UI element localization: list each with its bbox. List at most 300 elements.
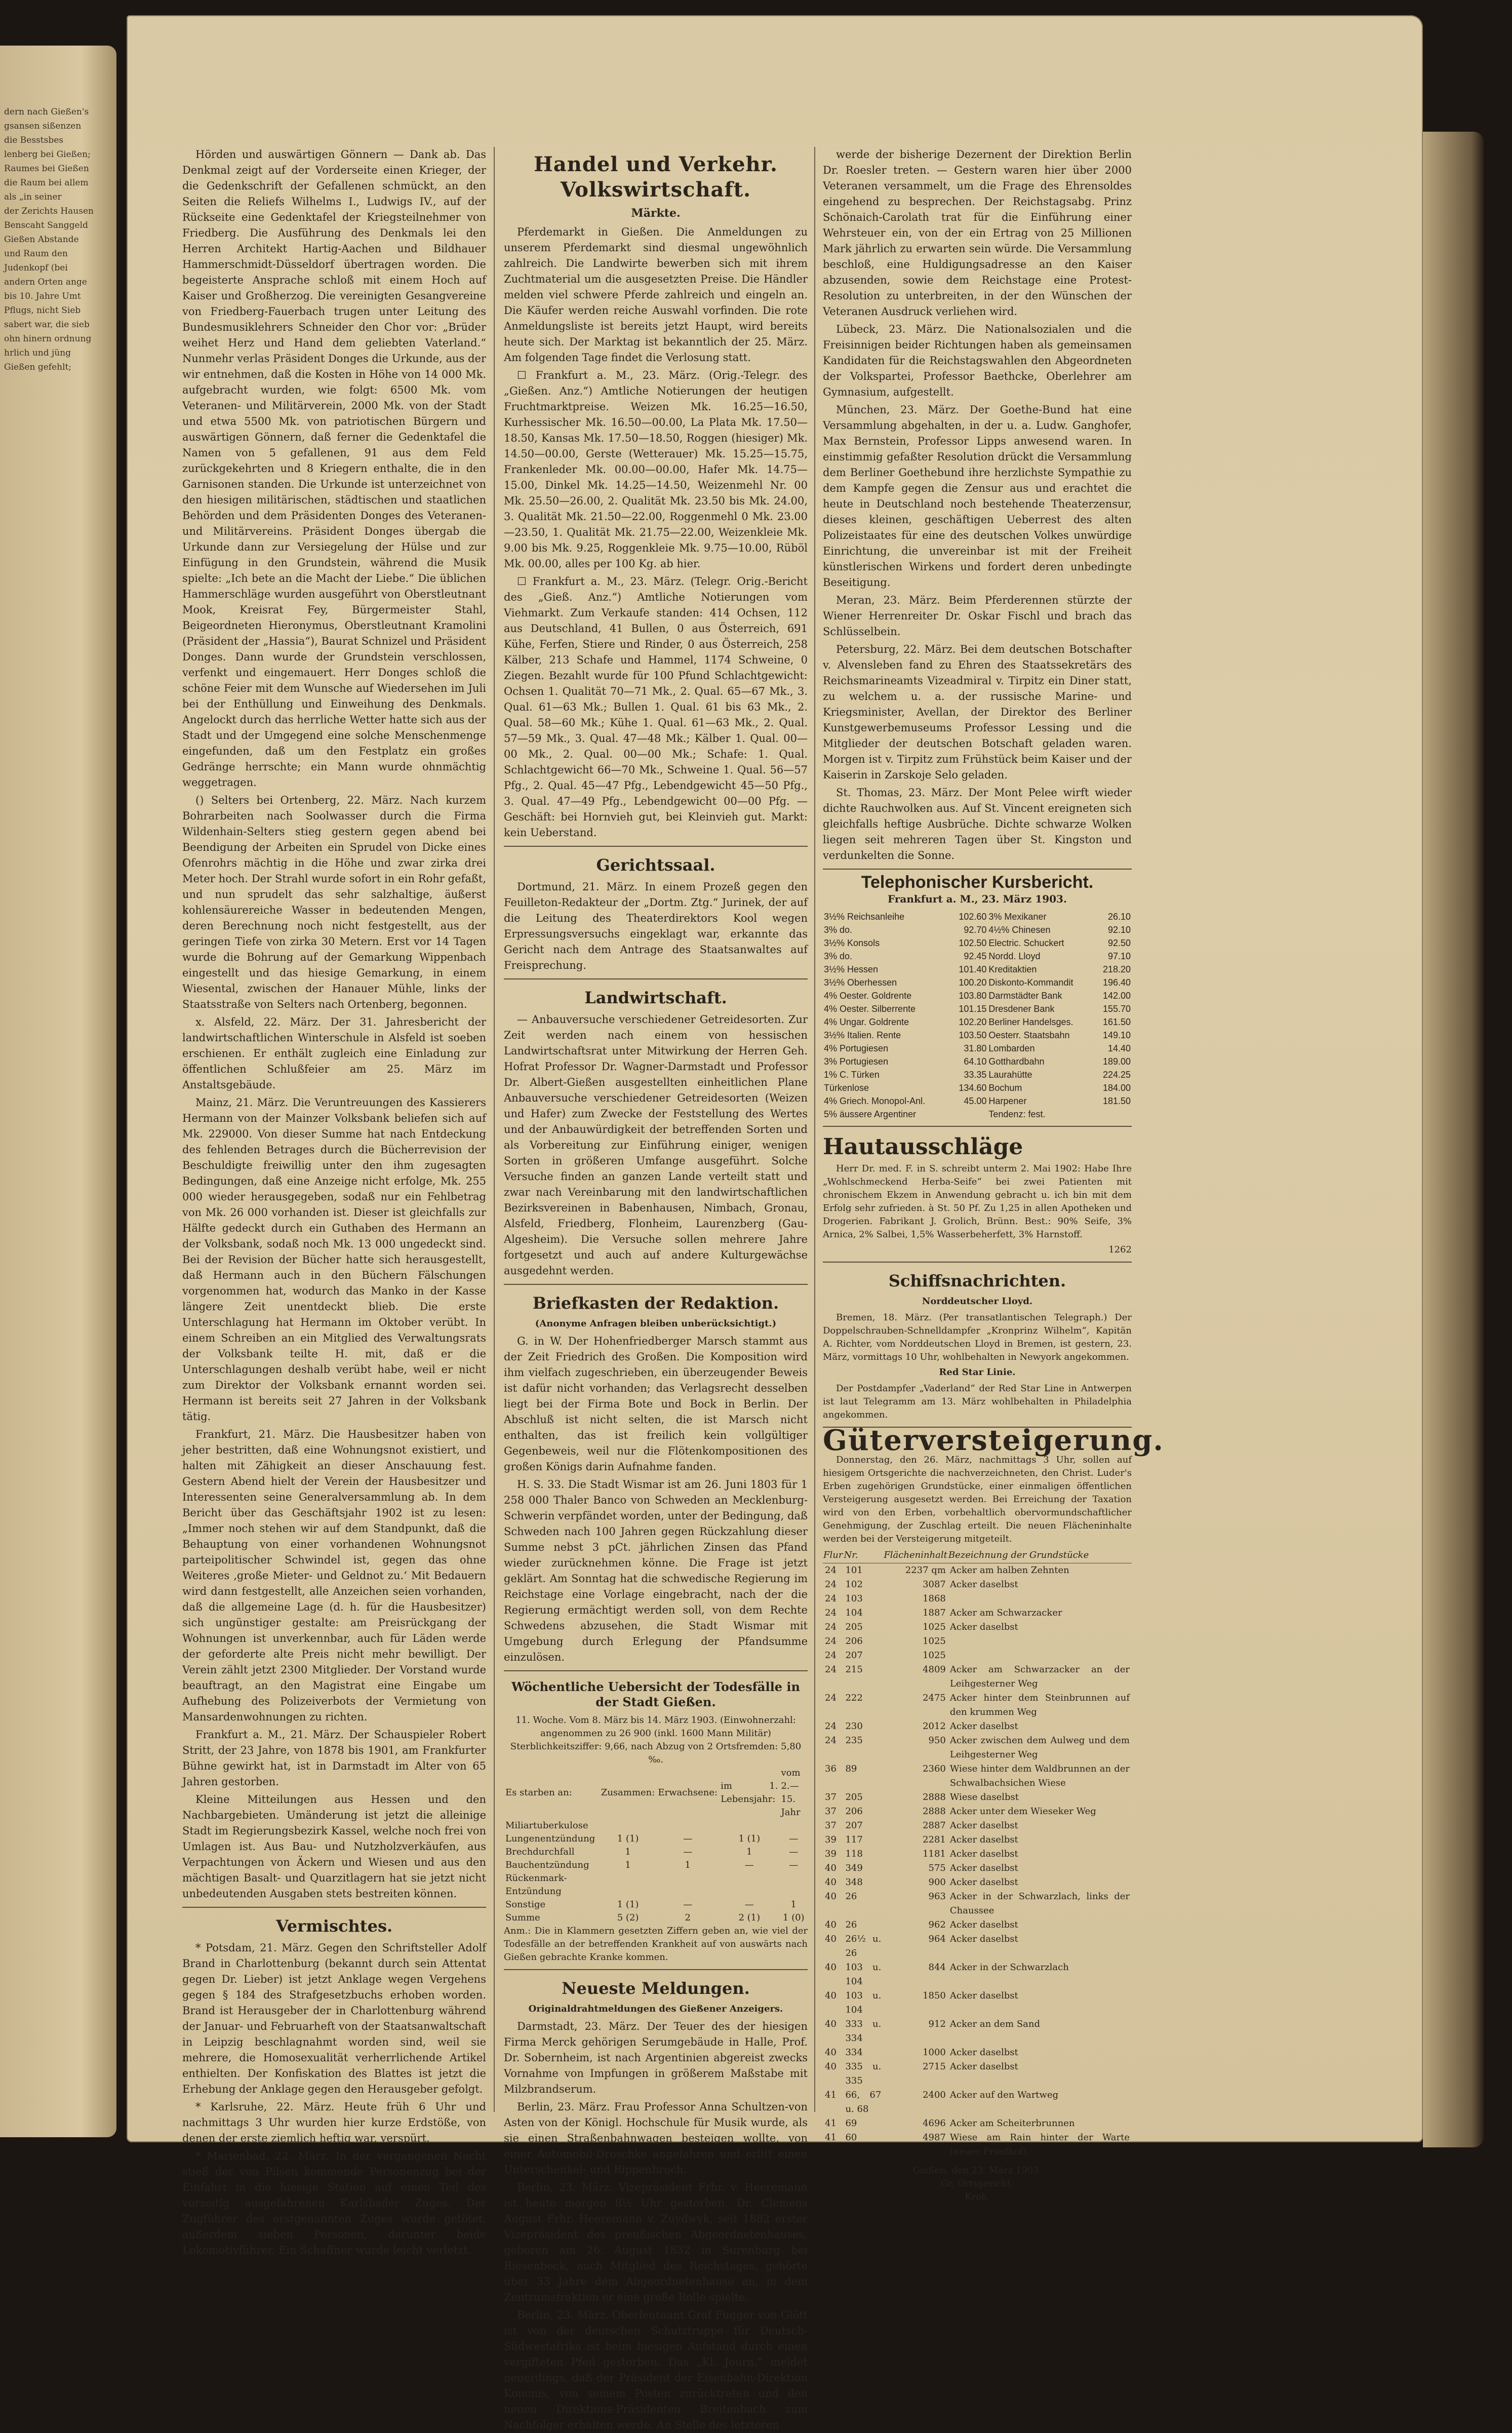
table-cell: 1 (1) xyxy=(738,1833,761,1844)
table-cell: 1887 xyxy=(923,1607,946,1618)
table-cell: 40 xyxy=(825,1877,837,1888)
table-cell xyxy=(948,1634,1132,1649)
table-cell: — xyxy=(683,1847,693,1857)
security-price: 101.40 xyxy=(959,964,987,974)
table-cell xyxy=(779,1872,808,1898)
table-cell: 26½ u. 26 xyxy=(845,1934,882,1958)
table-cell: 26 xyxy=(845,1919,857,1930)
table-header: Flächeninhalt xyxy=(883,1548,948,1563)
table-row xyxy=(823,1015,1132,1029)
kursbericht-table xyxy=(823,910,1132,1121)
table-cell: Acker daselbst xyxy=(949,1934,1018,1944)
news-paragraph: Frankfurt a. M., 21. März. Der Schauspieler Robert Stritt, der 23 Jahre, von 1878 bis 1901, am Frankfurter Bühne gewirkt hat, ist in Darmstadt im Alter von 65 Jahren gestorben. xyxy=(182,1729,486,1788)
table-cell: 103 u. 104 xyxy=(845,1962,882,1987)
security-price: 26.10 xyxy=(1107,912,1131,922)
table-header: Es starben an: xyxy=(505,1787,572,1798)
gueterversteigerung-text: Donnerstag, den 26. März, nachmittags 3 Uhr, sollen auf hiesigem Ortsgerichte die nachverzeichneten, den Christ. Luder's Erben zugehörigen Grundstücke, einer einmaligen öffentlichen Versteigerung ausgesetzt werden. Bei Erreichung der Taxation wird von den Erben, vorbehaltlich obervormundschaftlicher Genehmigung, der Zuschlag erteilt. Die neuen Flächeninhalte werden bei der Versteigerung mitgeteilt. xyxy=(823,1455,1132,1544)
table-cell: 24 xyxy=(825,1721,837,1732)
table-cell: 103 u. 104 xyxy=(845,1990,882,2015)
table-cell: Acker daselbst xyxy=(949,2061,1018,2072)
table-cell: — xyxy=(744,1860,754,1870)
security-name: Kreditaktien xyxy=(988,964,1037,974)
table-cell: 1 xyxy=(625,1860,631,1870)
table-cell: 349 xyxy=(845,1863,863,1873)
security-name: Gotthardbahn xyxy=(988,1056,1045,1067)
left-page-line: ohn hinern ordnung xyxy=(4,334,92,344)
table-row xyxy=(823,2017,1132,2046)
vermischtes-section xyxy=(182,1940,486,2258)
table-cell: 912 xyxy=(928,2019,946,2029)
security-name: 3% do. xyxy=(824,951,853,961)
table-row xyxy=(823,2116,1132,2131)
table-cell: 24 xyxy=(825,1579,837,1590)
table-cell: Wiese am Rain hinter der Warte (neuer Friedhof). xyxy=(949,2132,1130,2157)
table-row xyxy=(823,1719,1132,1734)
section-divider xyxy=(823,869,1132,870)
security-name: 3½% Reichsanleihe xyxy=(824,912,905,922)
table-cell xyxy=(656,1872,719,1898)
security-price: 14.40 xyxy=(1107,1043,1131,1053)
vermischtes-paragraph: * Marienbad, 22. März. In der vergangenen Nacht stieß der von Pilsen kommende Personenzug bei der Einfahrt in die hiesige Station auf einen Teil des vorzeitig ausgefahrenen Karlsbader Zuges. Der Zugführer des erstgenannten Zuges wurde getötet, außerdem sieben Personen, darunter beide Lokomotivführer. Ein Schaffner wurde leicht verletzt. xyxy=(182,2150,486,2256)
table-cell: Acker daselbst xyxy=(949,1863,1018,1873)
column-2 xyxy=(504,147,808,2431)
table-cell xyxy=(948,1592,1132,1606)
table-cell: 1025 xyxy=(923,1650,946,1661)
table-cell: 2888 xyxy=(923,1792,946,1802)
hautausschlaege-text: Herr Dr. med. F. in S. schreibt unterm 2. Mai 1902: Habe Ihre „Wohlschmeckend Herba-Seife“ bei zwei Patienten mit chronischem Ekzem in Anwendung gebracht u. ich bin mit dem Erfolg sehr zufrieden. à St. 50 Pf. Zu 1,25 in allen Apotheken und Drogerien. Fabrikant J. Grolich, Brünn. Best.: 90% Seife, 3% Arnica, 2% Salbei, 1,5% Wasserbeherfett, 3% Harnstoff. xyxy=(823,1163,1132,1240)
red-star-subheading: Red Star Linie. xyxy=(939,1367,1016,1378)
table-cell: 2475 xyxy=(923,1693,946,1703)
security-name: Dresdener Bank xyxy=(988,1004,1055,1014)
security-price: 45.00 xyxy=(964,1096,987,1106)
left-page-line: lenberg bei Gießen; xyxy=(4,149,91,160)
left-page-line: Gießen gefehlt; xyxy=(4,362,72,372)
maerkte-subheading: Märkte. xyxy=(631,207,681,220)
neueste-section xyxy=(504,2019,808,2433)
column-rule xyxy=(814,147,815,2112)
security-price: 103.80 xyxy=(959,991,987,1001)
table-cell: 4809 xyxy=(923,1664,946,1675)
table-row xyxy=(823,1989,1132,2017)
table-cell: 41 xyxy=(825,2132,837,2143)
table-cell: 205 xyxy=(845,1622,863,1632)
table-cell: 26 xyxy=(845,1891,857,1902)
table-row xyxy=(823,1068,1132,1081)
left-page-text xyxy=(4,106,105,376)
gueterversteigerung-heading: Güterversteigerung. xyxy=(823,1424,1164,1457)
table-cell: 235 xyxy=(845,1735,863,1746)
security-price: 134.60 xyxy=(959,1083,987,1093)
table-cell: Wiese daselbst xyxy=(949,1792,1019,1802)
schiffsnachrichten-text: Bremen, 18. März. (Per transatlantischen Telegraph.) Der Doppelschrauben-Schnelldampfer „Kronprinz Wilhelm“, Kapitän A. Richter, vom Norddeutschen Lloyd in Bremen, ist gestern, 23. März, vormittags 10 Uhr, wohlbehalten in Newyork angekommen. xyxy=(823,1312,1132,1362)
table-cell: 102 xyxy=(845,1579,863,1590)
security-price: 92.10 xyxy=(1107,925,1131,935)
security-price: 224.25 xyxy=(1102,1070,1131,1080)
table-cell: 39 xyxy=(825,1834,837,1845)
gueter-signature: Gr. Ortsgericht. xyxy=(941,2178,1014,2189)
security-name: 3½% Italien. Rente xyxy=(824,1030,901,1040)
table-cell xyxy=(719,1819,779,1832)
table-row xyxy=(823,923,1132,936)
table-cell: 1 xyxy=(625,1847,631,1857)
security-name: 3½% Konsols xyxy=(824,938,880,948)
grundstuecke-table xyxy=(823,1548,1132,2159)
table-row xyxy=(823,936,1132,950)
left-page-line: Gießen Abstande xyxy=(4,234,79,245)
table-row xyxy=(823,1592,1132,1606)
table-header: Nr. xyxy=(843,1548,883,1563)
red-star-text: Der Postdampfer „Vaderland“ der Red Star Line in Antwerpen ist laut Telegramm am 13. März wohlbehalten in Philadelphia angekommen. xyxy=(823,1383,1132,1420)
section-divider xyxy=(823,1262,1132,1263)
table-cell: 24 xyxy=(825,1565,837,1576)
table-cell: 40 xyxy=(825,2047,837,2058)
security-name: 4% Griech. Monopol-Anl. xyxy=(824,1096,926,1106)
table-cell: 40 xyxy=(825,1990,837,2001)
table-cell: 844 xyxy=(928,1962,946,1973)
table-cell: 1 xyxy=(685,1860,691,1870)
table-row xyxy=(823,1620,1132,1634)
table-header: vom 2.—15. Jahr xyxy=(781,1768,801,1818)
news-paragraph: St. Thomas, 23. März. Der Mont Pelee wirft wieder dichte Rauchwolken aus. Auf St. Vincent ereigneten sich gleichfalls heftige Ausbrüche. Dichte schwarze Wolken liegen seit mehreren Tagen über St. Kingston und verdunkelten die Sonne. xyxy=(823,787,1132,861)
table-cell: 2887 xyxy=(923,1820,946,1831)
hautausschlaege-title: Hautausschläge xyxy=(823,1134,1023,1160)
table-row xyxy=(823,1890,1132,1918)
table-cell xyxy=(779,1819,808,1832)
table-cell: — xyxy=(789,1847,799,1857)
security-price: 92.70 xyxy=(964,925,987,935)
gueter-signature-name: Krok. xyxy=(965,2191,990,2202)
table-cell: 2400 xyxy=(923,2090,946,2100)
table-cell: 962 xyxy=(928,1919,946,1930)
landwirtschaft-text: — Anbauversuche verschiedener Getreidesorten. Zur Zeit werden nach einem von hessischen Landwirtschaftsrat unter Mitwirkung der Herren Geh. Hofrat Professor Dr. Wagner-Darmstadt und Professor Dr. Albert-Gießen ausgestellten einheitlichen Plane Anbauversuche verschiedener Getreidesorten (Weizen und Hafer) zum Zwecke der Feststellung des Wertes und der Anbauwürdigkeit der betreffenden Sorten und als Vorbereitung zur Einführung einiger, wenigen Sorten in größeren Umfange ausgeführt. Solche Versuche finden an ganzen Lande verteilt statt und zwar nach Vereinbarung mit den landwirtschaftlichen Bezirksvereinen in Babenhausen, Nimbach, Gronau, Alsfeld, Friedberg, Flonheim, Laurenzberg (Gau-Algesheim). Die Versuche sollen mehrere Jahre fortgesetzt und auch auf andere Kulturgewächse ausgedehnt werden. xyxy=(504,1013,808,1277)
table-cell: 1181 xyxy=(923,1849,946,1859)
kursbericht-subheading: Frankfurt a. M., 23. März 1903. xyxy=(888,893,1067,905)
news-paragraph: Meran, 23. März. Beim Pferderennen stürzte der Wiener Herrenreiter Dr. Oskar Fischl und brach das Schlüsselbein. xyxy=(823,594,1132,638)
table-cell: 104 xyxy=(845,1607,863,1618)
security-price: 100.20 xyxy=(959,977,987,988)
table-cell: 69 xyxy=(845,2118,857,2129)
news-paragraph: Mainz, 21. März. Die Veruntreuungen des Kassierers Hermann von der Mainzer Volksbank beliefen sich auf Mk. 229000. Von dieser Summe hat nach Entdeckung des fehlenden Betrages durch die Bücherrevision der Beschuldigte freiwillig unter den ihm zugesagten Bedingungen, daß eine Anzeige nicht erfolge, Mk. 255 000 wieder herausgegeben, sodaß nur ein Fehlbetrag von Mk. 26 000 vorhanden ist. Dieser ist gleichfalls zur Hälfte gedeckt durch ein Guthaben des Hermann an der Volksbank, sodaß noch Mk. 13 000 ungedeckt sind. Bei der Revision der Bücher hatte sich herausgestellt, daß Hermann auch in den Büchern Fälschungen vorgenommen hat, wodurch das Manko in der Kasse längere Zeit unentdeckt blieb. Die erste Unterschlagung hat Hermann im Oktober verübt. In einem Schreiben an ein Mitglied des Verwaltungsrats der Volksbank teilte H. mit, daß er die Unterschlagungen deshalb verübt habe, weil er nicht zum Direktor der Volksbank ernannt worden sei. Hermann ist bereits seit 27 Jahren in der Volksbank tätig. xyxy=(182,1096,486,1423)
news-paragraph: Hörden und auswärtigen Gönnern — Dank ab. Das Denkmal zeigt auf der Vorderseite einen Krieger, der die Gedenkschrift der Gefallenen schmückt, an den Seiten die Reliefs Wilhelms I., Ludwigs IV., auf der Rückseite eine Gedenktafel der Kriegsteilnehmer von Friedberg. Die Ausführung des Denkmals lei den Herren Architekt Hartig-Aachen und Bildhauer Hammerschmidt-Düsseldorf übertragen worden. Die begeisterte Ansprache schloß mit einem Hoch auf Kaiser und Großherzog. Die vereinigten Gesangvereine von Friedberg-Fauerbach trugen unter Leitung des Bundesmusiklehrers Schneider den Chor vor: „Brüder weihet Herz und Hand dem geliebten Vaterland.“ Nunmehr verlas Präsident Donges die Urkunde, aus der wir entnehmen, daß die Kosten in Höhe von 14 000 Mk. aufgebracht wurden, wie folgt: 6500 Mk. vom Veteranen- und Militärverein, 2000 Mk. von der Stadt und etwa 5500 Mk. von patriotischen Bürgern und auswärtigen Gönnern, daß ferner die Gedenktafel die Namen von 5 gefallenen, 91 aus dem Feld zurückgekehrten und 8 Kriegern enthalte, die in den Garnisonen standen. Die Urkunde ist unterzeichnet von den hiesigen militärischen, städtischen und staatlichen Behörden und dem Präsidenten Donges des Veteranen- und Militärvereins. Präsident Donges übergab die Urkunde dann zur Versiegelung der Hülse und zur Einfügung in den Grundstein, während die Musik spielte: „Ich bete an die Macht der Liebe.“ Die üblichen Hammerschläge wurden ausgeführt von Oberstleutnant Mook, Kreisrat Fey, Bürgermeister Stahl, Beigeordneten Hieronymus, Oberstleutnant Kramolini (Präsident der „Hassia“), Baurat Schnizel und Präsident Donges. Dann wurde der Grundstein verschlossen, verfenkt und eingemauert. Herr Donges schloß die schöne Feier mit dem Wunsche auf Wiedersehen im Juli bei der Enthüllung und Einweihung des Denkmals. Angelockt durch das herrliche Wetter hatte sich aus der Stadt und der Umgegend eine solche Menschenmenge eingefunden, daß um den Festplatz ein großes Gedränge herrschte; ein Mann wurde ohnmächtig weggetragen. xyxy=(182,148,486,789)
security-price: 33.35 xyxy=(964,1070,987,1080)
security-price: 64.10 xyxy=(964,1056,987,1067)
table-row xyxy=(823,1634,1132,1649)
section-divider xyxy=(504,846,808,847)
table-cell: Miliartuberkulose xyxy=(505,1820,588,1831)
table-row xyxy=(823,2088,1132,2116)
neueste-paragraph: Darmstadt, 23. März. Der Teuer des der hiesigen Firma Merck gehörigen Serumgebäude in Halle, Prof. Dr. Sobernheim, ist nach Argentinien abgereist zwecks Vornahme von Impfungen in größerem Maßstabe mit Milzbrandserum. xyxy=(504,2020,808,2095)
left-page-line: bis 10. Jahre Umt xyxy=(4,291,81,301)
table-cell: 24 xyxy=(825,1693,837,1703)
table-cell: 1025 xyxy=(923,1622,946,1632)
table-row xyxy=(823,1108,1132,1121)
table-row xyxy=(823,1094,1132,1108)
table-row xyxy=(823,1081,1132,1094)
column-rule xyxy=(494,147,495,2112)
table-cell: 206 xyxy=(845,1806,863,1817)
table-cell: 205 xyxy=(845,1792,863,1802)
security-price: 92.45 xyxy=(964,951,987,961)
table-row xyxy=(823,1563,1132,1578)
security-price: 102.60 xyxy=(959,912,987,922)
table-row xyxy=(823,963,1132,976)
table-row xyxy=(823,1578,1132,1592)
security-name: 4% Oester. Silberrente xyxy=(824,1004,916,1014)
table-row xyxy=(504,1832,808,1846)
news-paragraph: Frankfurt, 21. März. Die Hausbesitzer haben von jeher bestritten, daß eine Wohnungsnot existiert, und halten mit Zähigkeit an dieser Anschauung fest. Gestern Abend hielt der Verein der Hausbesitzer und Interessenten seine Generalversammlung ab. In dem Bericht über das Geschäftsjahr 1902 ist zu lesen: „Immer noch stehen wir auf dem Standpunkt, daß die Behauptung von einer vorhandenen Wohnungsnot parteipolitischer Schwindel ist, gegen das ohne Weiteres ‚große Mieter- und Geldnot zu.‘ Mit Bedauern wird dann festgestellt, alle Anzeichen seien vorhanden, daß die allgemeine Lage (d. h. für die Hausbesitzer) sich ungünstiger gestalte: am Preisrückgang der Wohnungen ist unverkennbar, auch für Läden werde der geforderte alte Preis nicht mehr bewilligt. Der Verein zählt jetzt 2300 Mitglieder. Der Vorstand wurde beauftragt, an den Magistrat eine Eingabe um Aufhebung des Polizeiverbots der Vermietung von Mansardenwohnungen zu richten. xyxy=(182,1428,486,1723)
table-cell: — xyxy=(683,1833,693,1844)
neueste-paragraph: Berlin, 23. März. Vizepräsident Frhr. v. Heeremann ist heute morgen 8½ Uhr gestorben. Dr. Clemens August Frhr. Heeremann v. Zuydwyk, seit 1882 erster Vizepräsident des preußischen Abgeordnetenhauses, geboren am 26. August 1832 in Surenburg bei Riesenbeck, auch Mitglied des Reichstages, gehörte über 33 Jahre dem Abgeordnetenhause an, in dem Zentrumsfraktion er eine große Rolle spielte. xyxy=(504,2181,808,2303)
table-cell: 335 u. 335 xyxy=(845,2061,882,2086)
security-name: Darmstädter Bank xyxy=(988,991,1062,1001)
table-cell: Acker daselbst xyxy=(949,1849,1018,1859)
table-cell: Sonstige xyxy=(505,1899,546,1910)
table-cell: — xyxy=(744,1899,754,1910)
security-name: 4½% Chinesen xyxy=(988,925,1051,935)
lloyd-subheading: Norddeutscher Lloyd. xyxy=(922,1296,1033,1307)
table-row xyxy=(823,1734,1132,1762)
security-price: 31.80 xyxy=(964,1043,987,1053)
table-cell: Acker daselbst xyxy=(949,1579,1018,1590)
table-cell: 334 xyxy=(845,2047,863,2058)
table-cell: 5 (2) xyxy=(617,1912,639,1923)
security-name: Tendenz: fest. xyxy=(988,1109,1046,1119)
todesfaelle-table xyxy=(504,1767,808,1925)
table-row xyxy=(823,1847,1132,1861)
table-row xyxy=(823,1804,1132,1819)
table-row xyxy=(504,1898,808,1911)
security-name: Nordd. Lloyd xyxy=(988,951,1041,961)
news-paragraph: werde der bisherige Dezernent der Direktion Berlin Dr. Roesler treten. — Gestern waren hier über 2000 Veteranen versammelt, um die Frage des Ehrensoldes eingehend zu besprechen. Der Reichstagsabg. Prinz Schönaich-Carolath trat für die Einführung einer Wehrsteuer ein, von der ein Ertrag von 25 Millionen Mark jährlich zu erwarten sein würde. Die Versammlung beschloß, eine Huldigungsadresse an den Kaiser abzusenden, sowie dem Reichstage eine Protest-Resolution zu unterbreiten, in der den Wünschen der Veteranen Ausdruck verliehen wird. xyxy=(823,148,1132,318)
table-row xyxy=(823,1762,1132,1790)
security-name: Türkenlose xyxy=(824,1083,869,1093)
left-page-line: Raumes bei Gießen xyxy=(4,164,89,174)
table-cell: Summe xyxy=(505,1912,540,1923)
security-name: Berliner Handelsges. xyxy=(988,1017,1073,1027)
table-cell: 40 xyxy=(825,1934,837,1944)
table-row xyxy=(823,2046,1132,2060)
security-name: 4% Ungar. Goldrente xyxy=(824,1017,909,1027)
table-cell: 1 (1) xyxy=(617,1899,639,1910)
table-cell: 4696 xyxy=(923,2118,946,2129)
table-cell: 37 xyxy=(825,1806,837,1817)
table-cell: Acker zwischen dem Aulweg und dem Leihgesterner Weg xyxy=(949,1735,1130,1760)
table-cell: 117 xyxy=(845,1834,863,1845)
table-cell: 24 xyxy=(825,1650,837,1661)
security-name: 3½% Oberhessen xyxy=(824,977,897,988)
gerichtssaal-heading: Gerichtssaal. xyxy=(596,855,715,875)
table-cell: 40 xyxy=(825,1891,837,1902)
table-row xyxy=(823,2060,1132,2088)
neueste-heading: Neueste Meldungen. xyxy=(562,1979,750,1998)
gerichtssaal-text: Dortmund, 21. März. In einem Prozeß gegen den Feuilleton-Redakteur der „Dortm. Ztg.“ Jurinek, der auf die Leitung des Theaterdirektors Kool wegen Erpressungsversuchs eingeklagt war, erkannte das Gericht nach dem Antrage des Staatsanwaltes auf Freisprechung. xyxy=(504,881,808,971)
table-cell: 207 xyxy=(845,1650,863,1661)
table-cell: 41 xyxy=(825,2090,837,2100)
left-page-line: Benscaht Sanggeld xyxy=(4,220,88,230)
table-cell: 2715 xyxy=(923,2061,946,2072)
table-header: Zusammen: xyxy=(601,1787,655,1798)
table-cell: Lungenentzündung xyxy=(505,1833,595,1844)
table-cell: 41 xyxy=(825,2118,837,2129)
table-row xyxy=(823,976,1132,989)
ad-number: 1262 xyxy=(1108,1244,1132,1255)
left-page-line: Judenkopf (bei xyxy=(4,263,68,273)
table-cell: 40 xyxy=(825,1919,837,1930)
table-cell: 118 xyxy=(845,1849,863,1859)
table-row xyxy=(823,1833,1132,1847)
security-name: Oesterr. Staatsbahn xyxy=(988,1030,1070,1040)
newspaper-page xyxy=(127,15,1423,2431)
security-price: 161.50 xyxy=(1102,1017,1131,1027)
table-cell: Acker unter dem Wieseker Weg xyxy=(949,1806,1096,1817)
security-price: 102.20 xyxy=(959,1017,987,1027)
table-cell: 2 xyxy=(685,1912,691,1923)
table-row xyxy=(823,1055,1132,1068)
left-page-line: und Raum den xyxy=(4,249,68,259)
table-cell: Acker daselbst xyxy=(949,1877,1018,1888)
briefkasten-heading: Briefkasten der Redaktion. xyxy=(532,1293,779,1313)
table-cell: 3087 xyxy=(923,1579,946,1590)
news-continuation xyxy=(823,147,1132,864)
security-name: 3% Mexikaner xyxy=(988,912,1047,922)
briefkasten-paragraph: G. in W. Der Hohenfriedberger Marsch stammt aus der Zeit Friedrich des Großen. Die Komposition wird ihm vielfach zugeschrieben, ein überzeugender Beweis ist dafür nicht vorhanden; das Verlagsrecht desselben liegt bei der Firma Bote und Bock in Berlin. Der Abschluß ist nicht selten, die ist Marsch nicht enthalten, das ist freilich kein vollgültiger Gegenbeweis, weil nur die Flötenkompositionen des großen Königs darin Aufnahme fanden. xyxy=(504,1335,808,1473)
table-cell: Acker daselbst xyxy=(949,1919,1018,1930)
left-page-line: sabert war, die sieb xyxy=(4,320,90,330)
table-row xyxy=(504,1859,808,1872)
schiffsnachrichten-heading: Schiffsnachrichten. xyxy=(888,1271,1066,1290)
left-page-line: dern nach Gießen's xyxy=(4,107,89,117)
table-cell: Bauchentzündung xyxy=(505,1860,589,1870)
vermischtes-heading: Vermischtes. xyxy=(275,1916,393,1936)
table-cell xyxy=(600,1819,657,1832)
section-divider xyxy=(504,1670,808,1671)
table-cell: 1025 xyxy=(923,1636,946,1646)
table-row xyxy=(823,1649,1132,1663)
table-cell: 24 xyxy=(825,1636,837,1646)
table-cell: 963 xyxy=(928,1891,946,1902)
table-header: Bezeichnung der Grundstücke xyxy=(948,1548,1132,1563)
security-name: Lombarden xyxy=(988,1043,1035,1053)
table-cell: Brechdurchfall xyxy=(505,1847,575,1857)
news-paragraph: () Selters bei Ortenberg, 22. März. Nach kurzem Bohrarbeiten nach Soolwasser durch die Firma Wildenhain-Selters stieg gestern gegen abend bei Beendigung der Arbeiten ein Sprudel von Dicke eines Ofenrohrs mächtig in die Höhe und zwar zirka drei Meter hoch. Der Strahl wurde sofort in ein Rohr gefaßt, und nun sprudelt das sehr salzhaltige, äußerst kohlensäurereiche Wasser in bedeutenden Mengen, deren Berechnung noch nicht festgestellt, aus der geringen Tiefe von zirka 30 Metern. Erst vor 14 Tagen wurde die Bohrung auf der Gemarkung Wippenbach eingestellt und das hiesige Gemarkung, in einem Wiesental, zwischen der Hanauer Mühle, links der Staatsstraße von Selters nach Ortenberg, begonnen. xyxy=(182,794,486,1010)
news-paragraph: Lübeck, 23. März. Die Nationalsozialen und die Freisinnigen beider Richtungen haben als gemeinsamen Kandidaten für die Reichstagswahlen den Abgeordneten der Volkspartei, Professor Baethcke, Oberlehrer am Gymnasium, aufgestellt. xyxy=(823,323,1132,398)
table-cell: 2 (1) xyxy=(738,1912,761,1923)
security-price xyxy=(950,1108,987,1121)
table-row xyxy=(823,989,1132,1002)
table-cell: 4987 xyxy=(923,2132,946,2143)
table-cell: 40 xyxy=(825,2061,837,2072)
table-row xyxy=(823,950,1132,963)
security-price: 102.50 xyxy=(959,938,987,948)
security-name: Harpener xyxy=(988,1096,1027,1106)
left-page-edge xyxy=(0,46,116,2137)
security-price: 184.00 xyxy=(1102,1083,1131,1093)
left-page-line: hrlich und jüng xyxy=(4,348,71,358)
table-cell: 24 xyxy=(825,1664,837,1675)
table-cell: 40 xyxy=(825,1863,837,1873)
table-cell: 24 xyxy=(825,1607,837,1618)
news-paragraph: München, 23. März. Der Goethe-Bund hat eine Versammlung abgehalten, in der u. a. Ludw. Ganghofer, Max Bernstein, Professor Lipps anwesend waren. In einstimmig gefaßter Resolution drückt die Versammlung dem Berliner Goethebund ihre herzlichste Sympathie zu dem Kampfe gegen die Zensur aus und erachtet die heute in Deutschland noch bestehende Theaterzensur, dieses kleinen, geschäftigen Ueberrest des alten Polizeistaates für eine des deutschen Volkes unwürdige Einrichtung, die unvereinbar ist mit der Freiheit künstlerischen Wirkens und fordert deren unbedingte Beseitigung. xyxy=(823,404,1132,588)
security-price: 103.50 xyxy=(959,1030,987,1040)
security-price: 92.50 xyxy=(1107,938,1131,948)
table-cell: 2888 xyxy=(923,1806,946,1817)
table-row xyxy=(823,1002,1132,1015)
table-row xyxy=(823,1042,1132,1055)
security-name: 3% Portugiesen xyxy=(824,1056,889,1067)
table-cell: 1 (1) xyxy=(617,1833,639,1844)
table-cell: 1000 xyxy=(923,2047,946,2058)
security-price: 97.10 xyxy=(1107,951,1131,961)
table-header: Flur xyxy=(823,1548,843,1563)
left-page-line: als „in seiner xyxy=(4,192,62,202)
maerkte-paragraph: ☐ Frankfurt a. M., 23. März. (Telegr. Orig.-Bericht des „Gieß. Anz.“) Amtliche Notierungen vom Viehmarkt. Zum Verkaufe standen: 414 Ochsen, 112 aus Deutschland, 41 Bullen, 0 aus Österreich, 691 Kühe, Ferfen, Stiere und Rinder, 0 aus Österreich, 258 Kälber, 213 Schafe und Hammel, 1174 Schweine, 0 Ziegen. Bezahlt wurde für 100 Pfund Schlachtgewicht: Ochsen 1. Qualität 70—71 Mk., 2. Qual. 65—67 Mk., 3. Qual. 61—63 Mk.; Bullen 1. Qual. 61 bis 63 Mk., 2. Qual. 58—60 Mk.; Kühe 1. Qual. 61—63 Mk., 2. Qual. 57—59 Mk., 3. Qual. 47—48 Mk.; Kälber 1. Qual. 00—00 Mk., 2. Qual. 00—00 Mk.; Schafe: 1. Qual. Schlachtgewicht 66—70 Mk., Schweine 1. Qual. 56—57 Pfg., 2. Qual. 45—47 Pfg., Lebendgewicht 45—50 Pfg., 3. Qual. 47—49 Pfg., Lebendgewicht 00—00 Pfg. — Geschäft: bei Hornvieh gut, bei Kleinvieh gut. Markt: kein Ueberstand. xyxy=(504,575,808,839)
table-row xyxy=(823,1918,1132,1932)
table-row xyxy=(504,1911,808,1925)
table-cell: Acker daselbst xyxy=(949,1820,1018,1831)
neueste-paragraph: Berlin, 23. März. Oberleutnant Graf Fugger von Glött ist von der deutschen Schutztruppe für Deutsch-Südwestafrika ist beim hiesigen Aufstand durch einen vergifteten Pfeil gestorben. Das „Kl. Journ.“ meldet neuerdings, daß der Präsident der Eisenbahn-Direktion Kononis, von seinem Posten zurücktreten und den neuen Direktions-Präsidenten Breitenbach zum Nachfolger erhalten werde. An Stelle des letzteren xyxy=(504,2309,808,2431)
security-price: 101.15 xyxy=(959,1004,987,1014)
security-name: 4% Oester. Goldrente xyxy=(824,991,912,1001)
table-cell xyxy=(948,1649,1132,1663)
left-page-line: die Raum bei allem xyxy=(4,178,89,188)
table-cell: 101 xyxy=(845,1565,863,1576)
table-cell: Acker daselbst xyxy=(949,1990,1018,2001)
table-row xyxy=(823,1691,1132,1719)
table-cell: 37 xyxy=(825,1820,837,1831)
section-divider xyxy=(504,1969,808,1970)
table-cell: 89 xyxy=(845,1763,857,1774)
section-divider xyxy=(504,1284,808,1285)
table-cell: 206 xyxy=(845,1636,863,1646)
table-cell: 40 xyxy=(825,1962,837,1973)
neueste-subheading: Originaldrahtmeldungen des Gießener Anzeigers. xyxy=(528,2004,783,2014)
left-page-line: der Zerichts Hausen xyxy=(4,206,94,216)
table-cell: 1 xyxy=(746,1847,752,1857)
table-cell: Acker an dem Sand xyxy=(949,2019,1041,2029)
table-row xyxy=(823,1819,1132,1833)
table-row xyxy=(823,1960,1132,1989)
table-cell: Wiese hinter dem Waldbrunnen an der Schwalbachsichen Wiese xyxy=(949,1763,1130,1788)
security-name: Electric. Schuckert xyxy=(988,938,1064,948)
security-price: 189.00 xyxy=(1102,1056,1131,1067)
vermischtes-paragraph: * Potsdam, 21. März. Gegen den Schriftsteller Adolf Brand in Charlottenburg (bekannt durch sein Attentat gegen Dr. Lieber) ist jetzt Anklage wegen Vergehens gegen § 184 des Strafgesetzbuchs erhoben worden. Brand ist Herausgeber der in Charlottenburg während der Januar- und Februarheft von der Staatsanwaltschaft in Leipzig beschlagnahmt worden sind, weil sie mehrere, die Homosexualität verherrlichende Artikel enthielten. Der Konfiskation des Blattes ist jetzt die Erhebung der Anklage gegen den Herausgeber gefolgt. xyxy=(182,1942,486,2095)
security-price: 149.10 xyxy=(1102,1030,1131,1040)
table-cell: 2281 xyxy=(923,1834,946,1845)
table-cell: 964 xyxy=(928,1934,946,1944)
table-cell: Rückenmark-Entzündung xyxy=(505,1873,567,1897)
table-cell: 24 xyxy=(825,1622,837,1632)
neueste-paragraph: Berlin, 23. März. Frau Professor Anna Schultzen-von Asten von der Königl. Hochschule für Musik wurde, als sie einen Straßenbahnwagen besteigen wollte, von einer Automobil-Droschke angefahren und erlitt einen Unterschenkel- und Rippenbruch. xyxy=(504,2101,808,2176)
section-divider xyxy=(182,1907,486,1908)
todesfaelle-note: Anm.: Die in Klammern gesetzten Ziffern geben an, wie viel der Todesfälle an der betreffenden Krankheit auf von auswärts nach Gießen gebrachte Kranke kommen. xyxy=(504,1926,808,1963)
left-page-line: Pflugs, nicht Sieb xyxy=(4,305,81,316)
local-news xyxy=(182,147,486,1902)
table-cell: 37 xyxy=(825,1792,837,1802)
table-cell: — xyxy=(789,1833,799,1844)
landwirtschaft-heading: Landwirtschaft. xyxy=(584,988,727,1007)
column-3 xyxy=(823,147,1164,2202)
table-cell: 66, 67 u. 68 xyxy=(845,2090,882,2114)
todesfaelle-subheading: 11. Woche. Vom 8. März bis 14. März 1903. (Einwohnerzahl: angenommen zu 26 900 (inkl. 1600 Mann Militär) Sterblichkeitsziffer: 9,66, nach Abzug von 2 Ortsfremden: 5,80 ‰. xyxy=(510,1715,802,1765)
security-price xyxy=(1095,1108,1132,1121)
table-row xyxy=(823,1029,1132,1042)
right-page-edge xyxy=(1423,132,1484,2147)
left-page-line: gsansen sißenzen xyxy=(4,121,82,131)
kursbericht-heading: Telephonischer Kursbericht. xyxy=(861,873,1094,892)
section-divider xyxy=(504,978,808,979)
table-cell: 39 xyxy=(825,1849,837,1859)
maerkte-paragraph: ☐ Frankfurt a. M., 23. März. (Orig.-Telegr. des „Gießen. Anz.“) Amtliche Notierungen der heutigen Fruchtmarktpreise. Weizen Mk. 16.25—16.50, Kurhessischer Mk. 16.50—00.00, La Plata Mk. 17.50—18.50, Kansas Mk. 17.50—18.50, Roggen (hiesiger) Mk. 14.50—00.00, Gerste (Wetterauer) Mk. 15.25—15.75, Frankenleder Mk. 00.00—00.00, Hafer Mk. 14.75—15.00, Dinkel Mk. 14.25—14.50, Weizenmehl Nr. 00 Mk. 25.50—26.00, 2. Qualität Mk. 23.50 bis Mk. 24.00, 3. Qualität Mk. 21.50—22.00, Roggenmehl 0 Mk. 23.00—23.50, 1. Qualität Mk. 21.75—22.00, Weizenkleie Mk. 9.00 bis Mk. 9.25, Roggenkleie Mk. 9.75—10.00, Rüböl Mk. 00.00, alles per 100 Kg. ab hier. xyxy=(504,369,808,570)
